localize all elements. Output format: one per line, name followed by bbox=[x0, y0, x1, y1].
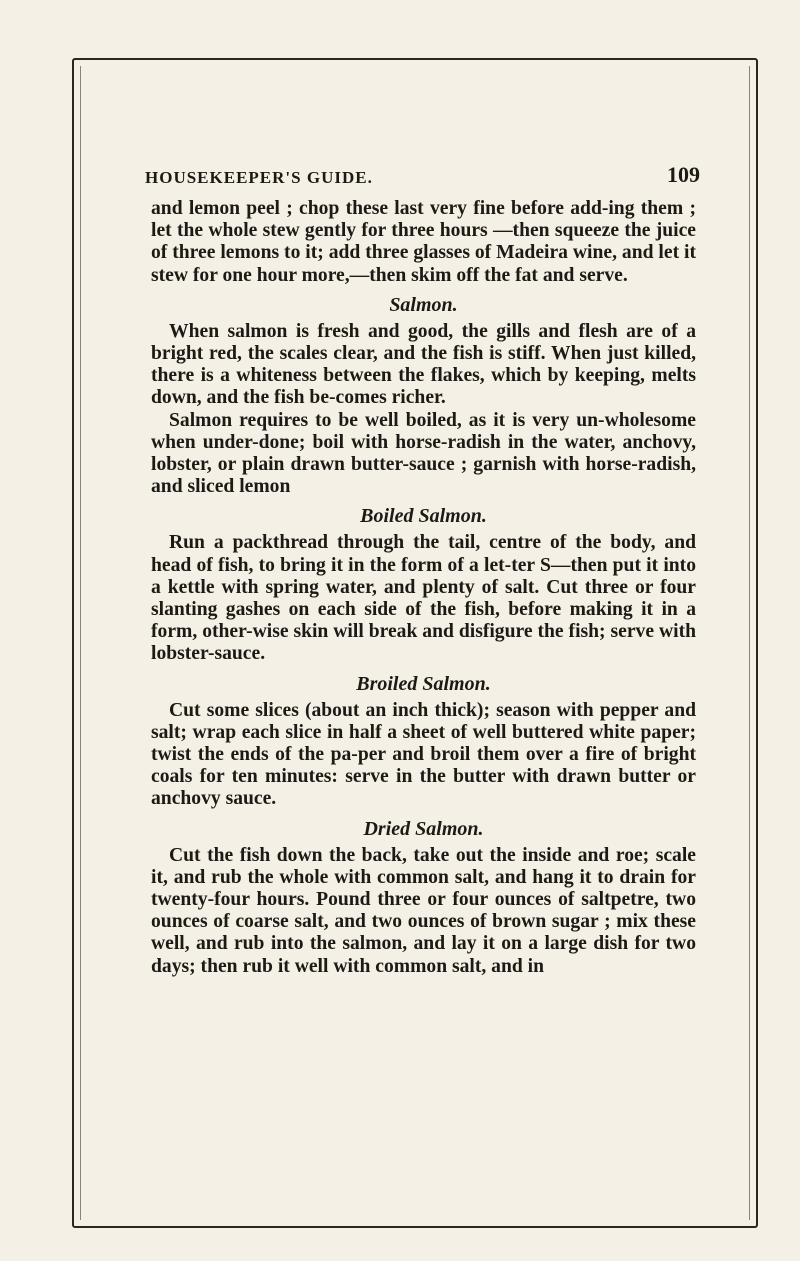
boiled-salmon-paragraph: Run a packthread through the tail, centre of the body, and head of fish, to bring it in the form of a let-ter S—then put it into a kettle with spring water, and plenty of salt. Cut three or four slanting gashes on each side of the fish, before making it in a form, other-wise skin will break and disfigure the fish; serve with lobster-sauce. bbox=[151, 532, 696, 665]
intro-paragraph: and lemon peel ; chop these last very fine before add-ing them ; let the whole stew gently for three hours —then squeeze the juice of three lemons to it; add three glasses of Madeira wine, and let it stew for one hour more,—then skim off the fat and serve. bbox=[151, 198, 696, 286]
section-title-boiled-salmon: Boiled Salmon. bbox=[360, 505, 487, 528]
page-number: 109 bbox=[667, 162, 700, 187]
section-title-dried-salmon: Dried Salmon. bbox=[363, 817, 484, 840]
section-title-broiled-salmon: Broiled Salmon. bbox=[356, 672, 491, 695]
salmon-paragraph-1: When salmon is fresh and good, the gills and flesh are of a bright red, the scales clear, and the fish is stiff. When just killed, there is a whiteness between the flakes, which by keeping, melts down, and the fish be-comes richer. bbox=[151, 320, 696, 409]
salmon-paragraph-2: Salmon requires to be well boiled, as it is very un-wholesome when under-done; boil with horse-radish in the water, anchovy, lobster, or plain drawn butter-sauce ; garnish with horse-radish, and sliced lemon bbox=[151, 409, 696, 498]
page-header bbox=[145, 162, 700, 192]
broiled-salmon-paragraph: Cut some slices (about an inch thick); season with pepper and salt; wrap each slice in half a sheet of well buttered white paper; twist the ends of the pa-per and broil them over a fire of bright coals for ten minutes: serve in the butter with drawn butter or anchovy sauce. bbox=[151, 699, 696, 810]
running-head: HOUSEKEEPER'S GUIDE. bbox=[145, 168, 373, 187]
section-title-salmon: Salmon. bbox=[389, 293, 458, 316]
page-body bbox=[151, 198, 696, 978]
dried-salmon-paragraph: Cut the fish down the back, take out the inside and roe; scale it, and rub the whole with common salt, and hang it to drain for twenty-four hours. Pound three or four ounces of saltpetre, two ounces of coarse salt, and two ounces of brown sugar ; mix these well, and rub into the salmon, and lay it on a large dish for two days; then rub it well with common salt, and in bbox=[151, 844, 696, 977]
